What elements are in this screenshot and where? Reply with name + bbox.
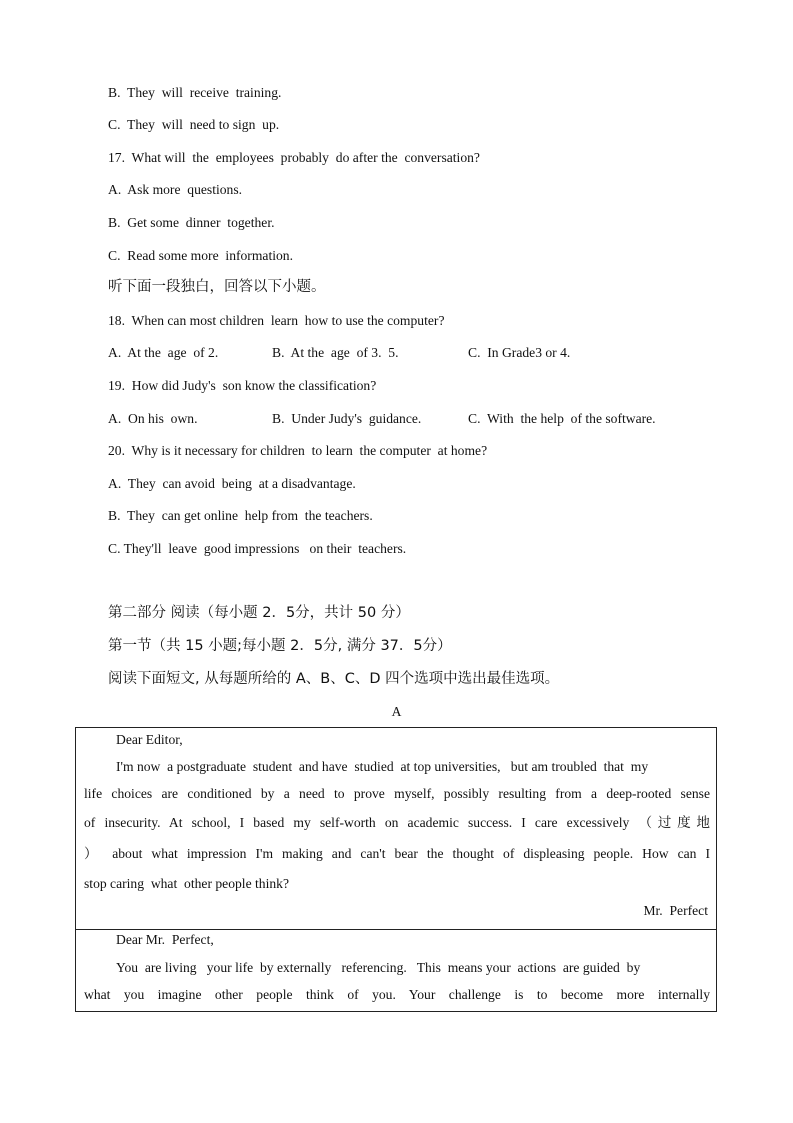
- letter1-line: I'm now a postgraduate student and have studied at top universities, but am troubled that my: [116, 759, 649, 774]
- letter2-salutation: Dear Mr. Perfect,: [116, 932, 214, 947]
- letter1-salutation: Dear Editor,: [116, 732, 183, 747]
- q17-question: 17. What will the employees probably do after the conversation?: [108, 150, 480, 165]
- q18-question: 18. When can most children learn how to use the computer?: [108, 313, 445, 328]
- letter1-line: of insecurity. At school, I based my self-worth on academic success. I care excessively （过度地: [84, 815, 710, 830]
- letter2-line: what you imagine other people think of you. Your challenge is to become more internally: [84, 987, 710, 1002]
- reading-instruction: 阅读下面短文, 从每题所给的 A、B、C、D 四个选项中选出最佳选项。: [108, 671, 560, 687]
- letter-divider: [76, 929, 716, 930]
- q16-option-b: B. They will receive training.: [108, 85, 282, 100]
- q19-question: 19. How did Judy's son know the classification?: [108, 378, 377, 393]
- q19-option-c: C. With the help of the software.: [468, 411, 656, 426]
- q20-option-c: C. They'll leave good impressions on their teachers.: [108, 541, 407, 556]
- q17-option-b: B. Get some dinner together.: [108, 215, 275, 230]
- q18-option-c: C. In Grade3 or 4.: [468, 345, 571, 360]
- q18-option-b: B. At the age of 3. 5.: [272, 345, 399, 360]
- letter1-signature: Mr. Perfect: [643, 903, 708, 918]
- letter1-line: ） about what impression I'm making and can't bear the thought of displeasing people. How can I: [84, 846, 710, 861]
- reading-part-title: 第二部分 阅读（每小题 2．5分，共计 50 分）: [108, 605, 410, 621]
- q17-option-c: C. Read some more information.: [108, 248, 293, 263]
- letter1-line: life choices are conditioned by a need to prove myself, possibly resulting from a deep-rooted sense: [84, 786, 710, 801]
- q17-option-a: A. Ask more questions.: [108, 182, 243, 197]
- q20-option-b: B. They can get online help from the teachers.: [108, 508, 373, 523]
- q20-question: 20. Why is it necessary for children to learn the computer at home?: [108, 443, 488, 458]
- monologue-instruction: 听下面一段独白，回答以下小题。: [108, 279, 326, 295]
- q16-option-c: C. They will need to sign up.: [108, 117, 280, 132]
- letter1-line: stop caring what other people think?: [84, 876, 289, 891]
- q20-option-a: A. They can avoid being at a disadvantage.: [108, 476, 356, 491]
- letters-box: [75, 727, 717, 1012]
- q19-option-a: A. On his own.: [108, 411, 198, 426]
- passage-label: A: [391, 704, 402, 719]
- letter2-line: You are living your life by externally referencing. This means your actions are guided by: [116, 960, 641, 975]
- q19-option-b: B. Under Judy's guidance.: [272, 411, 422, 426]
- q18-option-a: A. At the age of 2.: [108, 345, 219, 360]
- reading-section-title: 第一节（共 15 小题;每小题 2．5分, 满分 37．5分）: [108, 638, 452, 654]
